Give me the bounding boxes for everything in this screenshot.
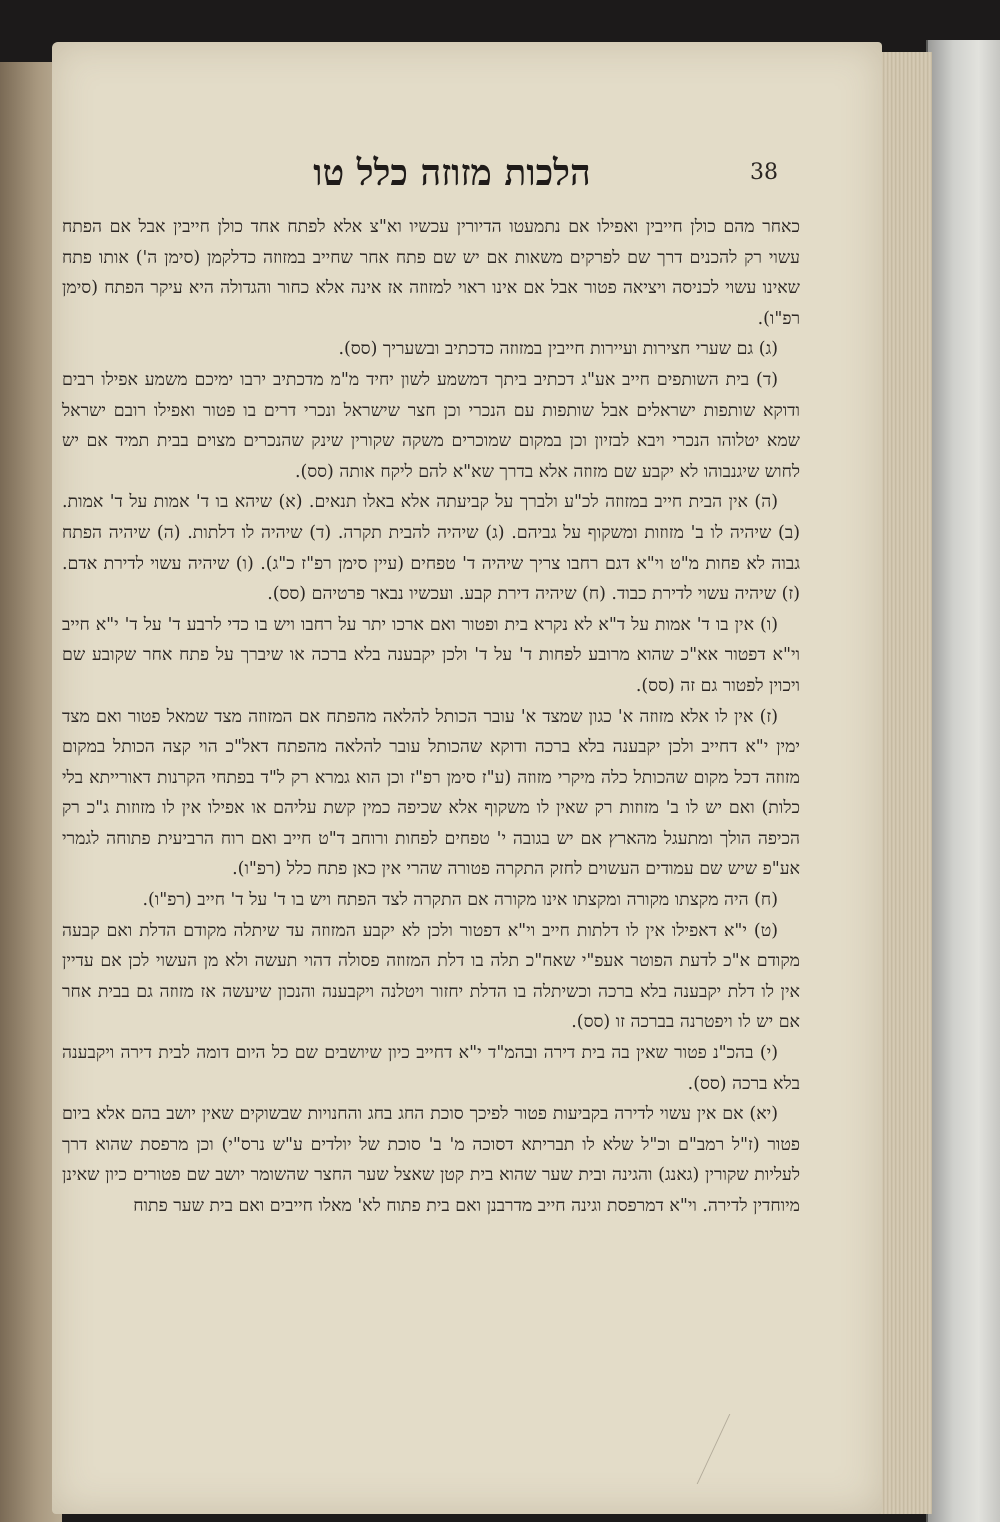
paragraph-7: (ח) היה מקצתו מקורה ומקצתו אינו מקורה אם התקרה לצד הפתח ויש בו ד' על ד' חייב (רפ"ו). (142, 890, 778, 911)
paragraph-10: (יא) אם אין עשוי לדירה בקביעות פטור לפיכך סוכת החג בחג והחנויות שבשוקים שאין יושב בהם אלא ביום פטור (ז"ל רמב"ם וכ"ל שלא לו תבריתא דסוכה מ' ב' סוכת של יולדים ע"ש נרס"י) וכן מרפסת שהוא דרך לעליות שקורין (גאנג) והגינה ובית שער שהוא בית קטן שאצל שער החצר שהשומר יושב שם פטורים כיון שאינן מיוחדין לדירה. וי"א דמרפסת וגינה חייב מדרבנן ואם בית פתוח לא' מאלו חייבים ואם בית שער פתוח (62, 1104, 800, 1216)
paragraph-1: כאחר מהם כולן חייבין ואפילו אם נתמעטו הדיורין עכשיו וא"צ אלא לפתח אחד כולן חייבין אבל אם הפתח עשוי רק להכנים דרך שם לפרקים משאות אם יש שם פתח אחר שחייב במזוזה כדלקמן (סימן ה') אותו פתח שאינו עשוי לכניסה ויציאה פטור אבל אם אינו ראוי למזוזה אז אינה אלא כחור והגדולה היא עיקר הפתח (סימן רפ"ו). (62, 217, 800, 329)
paragraph-5: (ו) אין בו ד' אמות על ד"א לא נקרא בית ופטור ואם ארכו יתר על רחבו ויש בו כדי לרבע ד' על ד' י"א חייב וי"א דפטור אא"כ שהוא מרובע לפחות ד' על ד' ולכן יקבענה בלא ברכה או שיברך על פתח אחר שקובע שם ויכוין לפטור גם זה (סס). (62, 614, 800, 696)
paragraph-2: (ג) גם שערי חצירות ועיירות חייבין במזוזה כדכתיב ובשעריך (סס). (338, 339, 778, 360)
paragraph-6: (ז) אין לו אלא מזוזה א' כגון שמצד א' עובר הכותל להלאה מהפתח אם המזוזה מצד שמאל פטור ואם מצד ימין י"א דחייב ולכן יקבענה בלא ברכה ודוקא שהכותל עובר להלאה מהפתח דאל"כ הוי קצה הכותל במקום מזוזה דכל מקום שהכותל כלה מיקרי מזוזה (ע"ז סימן רפ"ז וכן הוא גמרא רק ל"ד בפתחי הקרנות דאורייתא בלי כלות) ואם יש לו ב' מזוזות רק שאין לו משקוף אלא שכיפה כמין קשת עליהם או אפילו אין לו מזוזות ג"כ רק הכיפה הולך ומתעגל מהארץ אם יש בגובה י' טפחים לפחות ורוחב ד"ט חייב ואם רוח הרביעית פתוחה לגמרי אע"פ שיש שם עמודים העשוים לחזק התקרה פטורה שהרי אין כאן פתח כלל (רפ"ו). (62, 706, 800, 880)
page-number: 38 (750, 160, 778, 185)
page-header (52, 152, 882, 212)
paragraph-4: (ה) אין הבית חייב במזוזה לכ"ע ולברך על קביעתה אלא באלו תנאים. (א) שיהא בו ד' אמות על ד' אמות. (ב) שיהיה לו ב' מזוזות ומשקוף על גביהם. (ג) שיהיה להבית תקרה. (ד) שיהיה לו דלתות. (ה) שיהיה הפתח גבוה לא פחות מ"ט וי"א דגם רחבו צריך שיהיה ד' טפחים (עיין סימן רפ"ז כ"ג). (ו) שיהיה עשוי לדירת אדם. (ז) שיהיה עשוי לדירת כבוד. (ח) שיהיה דירת קבע. ועכשיו נבאר פרטיהם (סס). (62, 492, 800, 605)
page-corner-fold (697, 1414, 841, 1484)
paragraph-3: (ד) בית השותפים חייב אע"ג דכתיב ביתך דמשמע לשון יחיד מ"מ מדכתיב ירבו ימיכם משמע אפילו רבים ודוקא שותפות ישראלים אבל שותפות עם הנכרי וכן חצר שישראל ונכרי דרים בו פטור ואפילו רובם ישראל שמא יטלוהו הנכרי ויבא לבזיון וכן במקום שמוכרים משקה שקורין שינק שהנכרים מצוים בבית תמיד אם יש לחוש שיגנבוהו לא יקבע שם מזוזה אלא בדרך שא"א להם ליקח אותה (סס). (62, 369, 800, 482)
running-title: הלכות מזוזה כלל טו (313, 152, 591, 194)
book-cover-edge (926, 40, 1000, 1522)
paragraph-9: (י) בהכ"נ פטור שאין בה בית דירה ובהמ"ד י"א דחייב כיון שיושבים שם כל היום דומה לבית דירה ויקבענה בלא ברכה (סס). (62, 1043, 800, 1094)
body-text (62, 212, 800, 1222)
book-page (52, 42, 882, 1514)
paragraph-8: (ט) י"א דאפילו אין לו דלתות חייב וי"א דפטור ולכן לא יקבע המזוזה עד שיתלה מקודם הדלת ואם קבעה מקודם א"כ לדעת הפוטר אעפ"י שאח"כ תלה בו דלת המזוזה פסולה דהוי תעשה ולא מן העשוי לכן אם עדיין אין לו דלת יקבענה בלא ברכה וכשיתלה בו הדלת יחזור ויטלנה ויקבענה והנכון שיעשה אז מזוזה גם בבית אחר אם יש לו ויפטרנה בברכה זו (סס). (62, 920, 800, 1033)
